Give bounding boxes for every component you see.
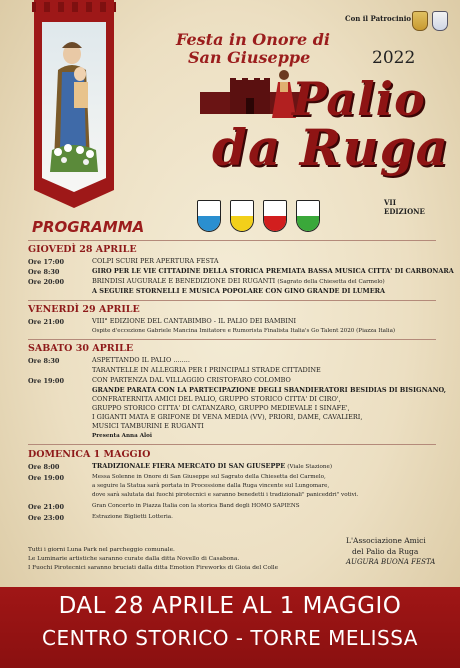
palio-title-line1: Palio — [292, 72, 426, 126]
event-text: COLPI SCURI PER APERTURA FESTA — [92, 257, 219, 265]
association-line3: AUGURA BUONA FESTA — [346, 558, 436, 566]
divider — [28, 339, 436, 340]
event-time: Ore 23:00 — [28, 514, 64, 522]
festa-title-line2: San Giuseppe — [188, 48, 311, 67]
event-text: TARANTELLE IN ALLEGRIA PER I PRINCIPALI STRADE CITTADINE — [92, 366, 321, 374]
festa-title-line1: Festa in Onore di — [176, 30, 330, 49]
contrada-shield-icon — [230, 200, 254, 232]
footer-note: Tutti i giorni Luna Park nel parcheggio comunale. — [28, 547, 175, 553]
contrada-shield-icon — [263, 200, 287, 232]
footer-note: I Fuochi Pirotecnici saranno bruciati dalla ditta Emotion Fireworks di Gioia del Colle — [28, 565, 279, 571]
patronage-label: Con il Patrocinio — [345, 14, 412, 23]
event-place: CENTRO STORICO - TORRE MELISSA — [42, 626, 418, 650]
event-dates: DAL 28 APRILE AL 1 MAGGIO — [58, 593, 402, 619]
event-text — [92, 277, 385, 286]
edition-number: VII — [384, 198, 396, 207]
event-text: A SEGUIRE STORNELLI E MUSICA POPOLARE CON GINO GRANDE DI LUMERA — [92, 287, 386, 295]
event-text — [92, 462, 332, 471]
event-time: Ore 8:00 — [28, 463, 60, 471]
event-text: I GIGANTI MATA E GRIFONE DI VENA MEDIA (VV), PRIORI, DAME, CAVALIERI, — [92, 413, 363, 421]
event-text: Messa Solenne in Onore di San Giuseppe sul Sagrato della Chiesetta del Carmelo, — [92, 474, 326, 480]
event-text: Gran Concerto in Piazza Italia con la storica Band degli HOMO SAPIENS — [92, 503, 300, 509]
event-text: Estrazione Biglietti Lotteria. — [92, 514, 173, 520]
event-text: GIRO PER LE VIE CITTADINE DELLA STORICA PREMIATA BASSA MUSICA CITTA' DI CARBONARA — [92, 267, 454, 275]
event-text: GRUPPO STORICO CITTA' DI CATANZARO, GRUPPO MEDIEVALE I SINAFE', — [92, 404, 350, 412]
event-time: Ore 19:00 — [28, 377, 64, 385]
association-line2: del Palio da Ruga — [352, 547, 419, 556]
footer-note: Le Luminarie artistiche saranno curate dalla ditta Novello di Casabona. — [28, 556, 240, 562]
day-title: VENERDÌ 29 APRILE — [28, 304, 140, 315]
edition-word: EDIZIONE — [384, 207, 425, 216]
event-text: ASPETTANDO IL PALIO ........ — [92, 356, 190, 364]
event-text-main: TRADIZIONALE FIERA MERCATO DI SAN GIUSEPPE — [92, 462, 286, 470]
event-text: Ospite d'eccezione Gabriele Mancina Imitatore e Rumorista Finalista Italia's Go Talent 2020 (Piazza Italia) — [92, 328, 396, 334]
event-text-main: BRINDISI AUGURALE E BENEDIZIONE DEI RUGANTI — [92, 277, 276, 285]
divider — [28, 240, 436, 241]
municipality-crest-icon — [412, 11, 428, 31]
contrada-shield-icon — [197, 200, 221, 232]
event-time: Ore 21:00 — [28, 503, 64, 511]
event-location: (Sagrato della Chiesetta del Carmelo) — [277, 279, 385, 285]
region-crest-icon — [432, 11, 448, 31]
event-time: Ore 21:00 — [28, 318, 64, 326]
day-title: SABATO 30 APRILE — [28, 343, 134, 354]
event-text: CONFRATERNITA AMICI DEL PALIO, GRUPPO STORICO CITTA' DI CIRO', — [92, 395, 341, 403]
banner-saint-image — [28, 0, 120, 210]
divider — [28, 444, 436, 445]
event-text: VIII° EDIZIONE DEL CANTABIMBO - IL PALIO DEI BAMBINI — [92, 317, 297, 325]
event-text: dove sarà salutata dai fuochi pirotecnici e saranno benedetti i tradizionali" paniceddri" votivi. — [92, 492, 359, 498]
event-time: Ore 8:30 — [28, 357, 60, 365]
association-line1: L'Associazione Amici — [346, 536, 426, 545]
edition-label — [384, 198, 425, 216]
day-title: DOMENICA 1 MAGGIO — [28, 449, 151, 460]
year-label: 2022 — [372, 48, 416, 68]
event-text: Presenta Anna Aloi — [92, 433, 153, 439]
programma-title: PROGRAMMA — [32, 218, 145, 236]
event-text: a seguire la Statua sarà portata in Processione dalla Ruga vincente sul Lungomare, — [92, 483, 330, 489]
palio-title-line2: da Ruga — [212, 118, 450, 177]
event-text: CON PARTENZA DAL VILLAGGIO CRISTOFARO COLOMBO — [92, 376, 291, 384]
divider — [28, 300, 436, 301]
event-time: Ore 19:00 — [28, 474, 64, 482]
event-time: Ore 17:00 — [28, 258, 64, 266]
event-location: (Viale Stazione) — [287, 464, 333, 470]
day-title: GIOVEDÌ 28 APRILE — [28, 244, 137, 255]
event-text: MUSICI TAMBURINI E RUGANTI — [92, 422, 204, 430]
contrada-shield-icon — [296, 200, 320, 232]
event-time: Ore 20:00 — [28, 278, 64, 286]
event-time: Ore 8:30 — [28, 268, 60, 276]
event-text: GRANDE PARATA CON LA PARTECIPAZIONE DEGLI SBANDIERATORI BESIDIAS DI BISIGNANO, — [92, 386, 447, 394]
